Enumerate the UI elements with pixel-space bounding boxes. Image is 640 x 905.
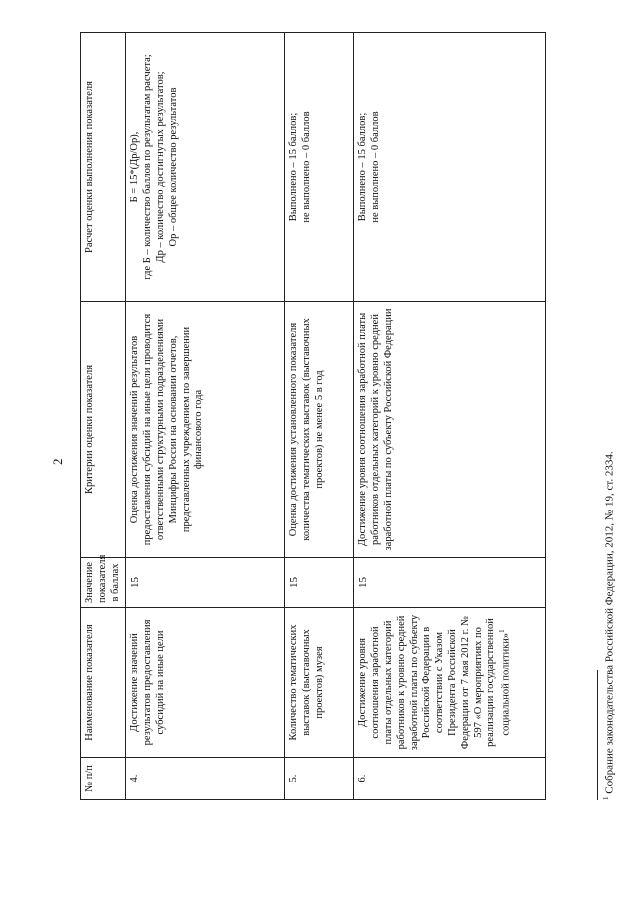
row-calc: [285, 33, 354, 302]
header-calc: Расчет оценки выполнения показателя: [81, 33, 126, 302]
calc-line: где Б – количество баллов по результатам расчета;: [142, 54, 154, 280]
row-calc: [126, 33, 285, 302]
calc-line: Выполнено – 15 баллов;: [357, 112, 369, 222]
table-header-row: [81, 33, 126, 800]
row-value: 15: [285, 558, 354, 608]
row-num: 6.: [354, 758, 546, 800]
footnote: [602, 451, 616, 800]
calc-line: не выполнено – 0 баллов: [301, 111, 313, 223]
row-name: Количество тематических выставок (выставочных проектов) музея: [285, 608, 354, 758]
header-name: Наименование показателя: [81, 608, 126, 758]
row-num: 4.: [126, 758, 285, 800]
row-calc: [354, 33, 546, 302]
footnote-text: Собрание законодательства Российской Федерации, 2012, № 19, ст. 2334.: [603, 451, 616, 797]
header-criteria: Критерии оценки показателя: [81, 302, 126, 558]
row-criteria: Оценка достижения установленного показателя количества тематических выставок (выставочных проектов) не менее 5 в год: [285, 302, 354, 558]
footnote-marker: 1: [602, 796, 610, 800]
calc-line: Выполнено – 15 баллов;: [288, 112, 300, 222]
table-row: [354, 33, 546, 800]
calc-line: Ор – общее количество результатов: [167, 87, 179, 247]
page-number: 2: [50, 458, 65, 465]
calc-line: Др – количество достигнутых результатов;: [154, 71, 166, 263]
calc-line: Б = 15*(Др/Ор),: [129, 131, 141, 203]
row-value: 15: [354, 558, 546, 608]
footnote-ref: 1: [498, 629, 507, 633]
row-name: [354, 608, 546, 758]
row-criteria: Оценка достижения значений результатов предоставления субсидий на иные цели проводится ответственными структурными подразделениями Минцифры России на основании отчетов, представленных учреждением по завершении финансового года: [126, 302, 285, 558]
table-row: [126, 33, 285, 800]
header-num: № п/п: [81, 758, 126, 800]
row-name-text: Достижение уровня соотношения заработной платы отдельных категорий работников к уровню средней заработной платы по субъекту Российской Федерации в соответствии с Указом Президента Российской Федерации от 7 мая 2012 г. № 597 «О мероприятиях по реализации государственной социальной политики»: [357, 614, 512, 751]
calc-line: не выполнено – 0 баллов: [370, 111, 382, 223]
footnote-divider: [597, 670, 598, 800]
header-value: Значение показателя в баллах: [81, 558, 126, 608]
table-row: [285, 33, 354, 800]
indicators-table: [80, 32, 546, 800]
row-criteria: Достижение уровня соотношения заработной платы работников отдельных категорий к уровню средней заработной платы по субъекту Российской Федерации: [354, 302, 546, 558]
row-num: 5.: [285, 758, 354, 800]
row-value: 15: [126, 558, 285, 608]
row-name: Достижение значений результатов предоставления субсидий на иные цели: [126, 608, 285, 758]
